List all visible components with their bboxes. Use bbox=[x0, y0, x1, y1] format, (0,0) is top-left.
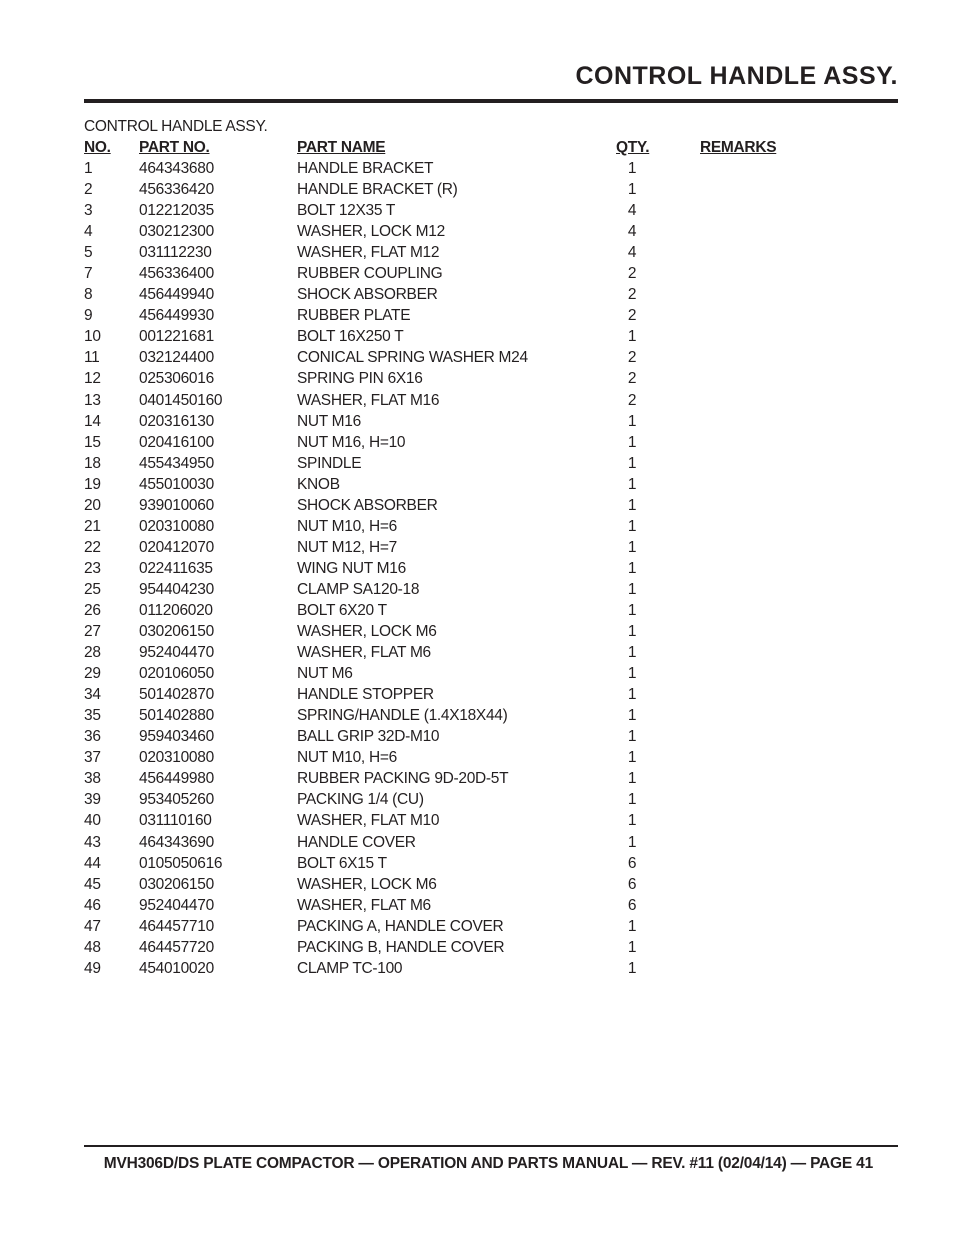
row-number: 11 bbox=[84, 349, 100, 367]
row-number: 15 bbox=[84, 433, 101, 451]
part-number: 012212035 bbox=[139, 202, 214, 220]
row-number: 28 bbox=[84, 644, 101, 662]
quantity: 2 bbox=[627, 286, 637, 304]
quantity: 1 bbox=[627, 749, 637, 767]
part-name: WASHER, FLAT M6 bbox=[297, 644, 431, 662]
part-name: SHOCK ABSORBER bbox=[297, 286, 438, 304]
quantity: 1 bbox=[627, 475, 637, 493]
row-number: 14 bbox=[84, 412, 101, 430]
quantity: 1 bbox=[627, 181, 637, 199]
quantity: 1 bbox=[627, 686, 637, 704]
part-name: PACKING B, HANDLE COVER bbox=[297, 938, 505, 956]
quantity: 6 bbox=[627, 854, 637, 872]
quantity: 2 bbox=[627, 265, 637, 283]
part-number: 456449980 bbox=[139, 770, 214, 788]
part-number: 455434950 bbox=[139, 454, 214, 472]
page-footer: MVH306D/DS PLATE COMPACTOR — OPERATION AND PARTS MANUAL — REV. #11 (02/04/14) — PAGE 41 bbox=[103, 1155, 873, 1172]
quantity: 1 bbox=[627, 623, 637, 641]
row-number: 4 bbox=[84, 223, 93, 241]
part-name: NUT M6 bbox=[297, 665, 353, 683]
quantity: 1 bbox=[627, 812, 637, 830]
part-name: RUBBER PACKING 9D-20D-5T bbox=[297, 770, 509, 788]
table-row bbox=[0, 181, 954, 202]
part-number: 456336420 bbox=[139, 181, 214, 199]
row-number: 22 bbox=[84, 538, 101, 556]
part-name: CONICAL SPRING WASHER M24 bbox=[297, 349, 528, 367]
quantity: 1 bbox=[627, 938, 637, 956]
table-row bbox=[0, 918, 954, 939]
part-name: BOLT 16X250 T bbox=[297, 328, 404, 346]
part-number: 030206150 bbox=[139, 623, 214, 641]
row-number: 2 bbox=[84, 181, 93, 199]
quantity: 1 bbox=[627, 559, 637, 577]
row-number: 8 bbox=[84, 286, 93, 304]
quantity: 1 bbox=[627, 538, 637, 556]
table-row bbox=[0, 265, 954, 286]
part-name: CLAMP SA120-18 bbox=[297, 580, 420, 598]
row-number: 10 bbox=[84, 328, 101, 346]
row-number: 23 bbox=[84, 559, 101, 577]
part-number: 501402870 bbox=[139, 686, 214, 704]
part-name: SPRING PIN 6X16 bbox=[297, 370, 423, 388]
row-number: 20 bbox=[84, 496, 101, 514]
part-number: 455010030 bbox=[139, 475, 214, 493]
part-number: 501402880 bbox=[139, 707, 214, 725]
part-name: NUT M12, H=7 bbox=[297, 538, 397, 556]
row-number: 44 bbox=[84, 854, 101, 872]
quantity: 1 bbox=[627, 770, 637, 788]
part-number: 464457720 bbox=[139, 938, 214, 956]
part-number: 022411635 bbox=[139, 559, 213, 577]
quantity: 1 bbox=[627, 791, 637, 809]
part-number: 020316130 bbox=[139, 412, 214, 430]
table-row bbox=[0, 160, 954, 181]
table-row bbox=[0, 770, 954, 791]
part-name: PACKING A, HANDLE COVER bbox=[297, 917, 504, 935]
table-row bbox=[0, 455, 954, 476]
table-row bbox=[0, 665, 954, 686]
quantity: 1 bbox=[627, 665, 637, 683]
table-row bbox=[0, 518, 954, 539]
header-no: NO. bbox=[84, 139, 111, 156]
table-row bbox=[0, 392, 954, 413]
part-name: SHOCK ABSORBER bbox=[297, 496, 438, 514]
quantity: 1 bbox=[627, 454, 637, 472]
part-name: HANDLE STOPPER bbox=[297, 686, 434, 704]
part-number: 464343690 bbox=[139, 833, 214, 851]
part-number: 030212300 bbox=[139, 223, 214, 241]
table-row bbox=[0, 749, 954, 770]
part-number: 031110160 bbox=[139, 812, 212, 830]
table-row bbox=[0, 812, 954, 833]
table-row bbox=[0, 602, 954, 623]
part-number: 959403460 bbox=[139, 728, 214, 746]
part-number: 020412070 bbox=[139, 538, 214, 556]
row-number: 21 bbox=[84, 517, 101, 535]
quantity: 1 bbox=[627, 433, 637, 451]
quantity: 1 bbox=[627, 517, 637, 535]
quantity: 4 bbox=[627, 223, 637, 241]
part-number: 0401450160 bbox=[139, 391, 223, 409]
part-number: 953405260 bbox=[139, 791, 214, 809]
part-number: 456336400 bbox=[139, 265, 214, 283]
part-name: NUT M10, H=6 bbox=[297, 749, 397, 767]
row-number: 1 bbox=[84, 160, 93, 177]
table-row bbox=[0, 328, 954, 349]
row-number: 47 bbox=[84, 917, 101, 935]
table-row bbox=[0, 370, 954, 391]
table-row bbox=[0, 286, 954, 307]
table-row bbox=[0, 223, 954, 244]
table-row bbox=[0, 834, 954, 855]
part-number: 031112230 bbox=[139, 244, 212, 262]
part-number: 954404230 bbox=[139, 580, 214, 598]
part-number: 011206020 bbox=[139, 601, 213, 619]
table-row bbox=[0, 202, 954, 223]
quantity: 2 bbox=[627, 391, 637, 409]
row-number: 5 bbox=[84, 244, 93, 262]
section-label: CONTROL HANDLE ASSY. bbox=[84, 118, 268, 135]
part-name: RUBBER COUPLING bbox=[297, 265, 443, 283]
row-number: 7 bbox=[84, 265, 93, 283]
part-number: 030206150 bbox=[139, 875, 214, 893]
row-number: 40 bbox=[84, 812, 101, 830]
part-name: SPINDLE bbox=[297, 454, 362, 472]
table-row bbox=[0, 707, 954, 728]
row-number: 9 bbox=[84, 307, 93, 325]
table-row bbox=[0, 539, 954, 560]
parts-table bbox=[0, 160, 954, 981]
header-part-no: PART NO. bbox=[139, 139, 210, 156]
quantity: 1 bbox=[627, 644, 637, 662]
part-name: WASHER, FLAT M6 bbox=[297, 896, 431, 914]
row-number: 48 bbox=[84, 938, 101, 956]
header-qty: QTY. bbox=[616, 139, 650, 156]
part-name: HANDLE COVER bbox=[297, 833, 416, 851]
part-number: 032124400 bbox=[139, 349, 214, 367]
part-name: WASHER, LOCK M6 bbox=[297, 623, 437, 641]
row-number: 25 bbox=[84, 580, 101, 598]
row-number: 18 bbox=[84, 454, 101, 472]
part-name: PACKING 1/4 (CU) bbox=[297, 791, 424, 809]
part-number: 952404470 bbox=[139, 896, 214, 914]
table-row bbox=[0, 307, 954, 328]
page-title: CONTROL HANDLE ASSY. bbox=[575, 62, 898, 90]
row-number: 37 bbox=[84, 749, 101, 767]
table-row bbox=[0, 434, 954, 455]
part-number: 0105050616 bbox=[139, 854, 223, 872]
part-number: 456449940 bbox=[139, 286, 214, 304]
quantity: 1 bbox=[627, 328, 637, 346]
row-number: 49 bbox=[84, 959, 101, 977]
part-number: 020310080 bbox=[139, 749, 214, 767]
quantity: 1 bbox=[627, 601, 637, 619]
table-row bbox=[0, 960, 954, 981]
quantity: 4 bbox=[627, 202, 637, 220]
part-name: WING NUT M16 bbox=[297, 559, 406, 577]
table-row bbox=[0, 476, 954, 497]
part-name: WASHER, LOCK M12 bbox=[297, 223, 445, 241]
header-remarks: REMARKS bbox=[700, 139, 777, 156]
table-row bbox=[0, 728, 954, 749]
header-part-name: PART NAME bbox=[297, 139, 386, 156]
table-row bbox=[0, 560, 954, 581]
row-number: 12 bbox=[84, 370, 101, 388]
row-number: 19 bbox=[84, 475, 101, 493]
footer-rule bbox=[84, 1145, 898, 1147]
part-number: 952404470 bbox=[139, 644, 214, 662]
quantity: 1 bbox=[627, 580, 637, 598]
row-number: 27 bbox=[84, 623, 101, 641]
part-number: 020106050 bbox=[139, 665, 214, 683]
quantity: 1 bbox=[627, 412, 637, 430]
part-number: 939010060 bbox=[139, 496, 214, 514]
table-row bbox=[0, 897, 954, 918]
row-number: 34 bbox=[84, 686, 101, 704]
part-number: 020416100 bbox=[139, 433, 214, 451]
table-row bbox=[0, 623, 954, 644]
part-name: BOLT 6X15 T bbox=[297, 854, 387, 872]
part-name: WASHER, LOCK M6 bbox=[297, 875, 437, 893]
quantity: 2 bbox=[627, 307, 637, 325]
quantity: 1 bbox=[627, 728, 637, 746]
row-number: 26 bbox=[84, 601, 101, 619]
part-number: 001221681 bbox=[139, 328, 214, 346]
part-number: 464343680 bbox=[139, 160, 214, 177]
quantity: 1 bbox=[627, 917, 637, 935]
part-name: BOLT 6X20 T bbox=[297, 601, 387, 619]
table-row bbox=[0, 497, 954, 518]
quantity: 6 bbox=[627, 875, 637, 893]
part-name: WASHER, FLAT M10 bbox=[297, 812, 440, 830]
part-number: 454010020 bbox=[139, 959, 214, 977]
table-row bbox=[0, 686, 954, 707]
column-headers bbox=[0, 139, 954, 160]
row-number: 46 bbox=[84, 896, 101, 914]
table-row bbox=[0, 244, 954, 265]
part-name: NUT M10, H=6 bbox=[297, 517, 397, 535]
quantity: 2 bbox=[627, 370, 637, 388]
quantity: 1 bbox=[627, 707, 637, 725]
part-name: HANDLE BRACKET (R) bbox=[297, 181, 458, 199]
part-name: BALL GRIP 32D-M10 bbox=[297, 728, 440, 746]
part-name: NUT M16 bbox=[297, 412, 361, 430]
part-name: RUBBER PLATE bbox=[297, 307, 411, 325]
part-name: WASHER, FLAT M12 bbox=[297, 244, 440, 262]
table-row bbox=[0, 581, 954, 602]
part-name: HANDLE BRACKET bbox=[297, 160, 434, 177]
table-row bbox=[0, 876, 954, 897]
part-name: KNOB bbox=[297, 475, 340, 493]
row-number: 29 bbox=[84, 665, 101, 683]
part-name: NUT M16, H=10 bbox=[297, 433, 406, 451]
quantity: 1 bbox=[627, 959, 637, 977]
row-number: 35 bbox=[84, 707, 101, 725]
table-row bbox=[0, 791, 954, 812]
row-number: 45 bbox=[84, 875, 101, 893]
part-number: 020310080 bbox=[139, 517, 214, 535]
title-rule bbox=[84, 99, 898, 103]
row-number: 36 bbox=[84, 728, 101, 746]
part-name: CLAMP TC-100 bbox=[297, 959, 403, 977]
part-name: WASHER, FLAT M16 bbox=[297, 391, 440, 409]
part-name: SPRING/HANDLE (1.4X18X44) bbox=[297, 707, 508, 725]
quantity: 1 bbox=[627, 496, 637, 514]
table-row bbox=[0, 644, 954, 665]
table-row bbox=[0, 349, 954, 370]
quantity: 6 bbox=[627, 896, 637, 914]
row-number: 13 bbox=[84, 391, 101, 409]
row-number: 38 bbox=[84, 770, 101, 788]
part-number: 464457710 bbox=[139, 917, 214, 935]
row-number: 39 bbox=[84, 791, 101, 809]
table-row bbox=[0, 855, 954, 876]
quantity: 1 bbox=[627, 160, 637, 177]
quantity: 4 bbox=[627, 244, 637, 262]
row-number: 3 bbox=[84, 202, 93, 220]
quantity: 2 bbox=[627, 349, 637, 367]
row-number: 43 bbox=[84, 833, 101, 851]
part-number: 025306016 bbox=[139, 370, 214, 388]
table-row bbox=[0, 413, 954, 434]
table-row bbox=[0, 939, 954, 960]
part-number: 456449930 bbox=[139, 307, 214, 325]
part-name: BOLT 12X35 T bbox=[297, 202, 396, 220]
quantity: 1 bbox=[627, 833, 637, 851]
